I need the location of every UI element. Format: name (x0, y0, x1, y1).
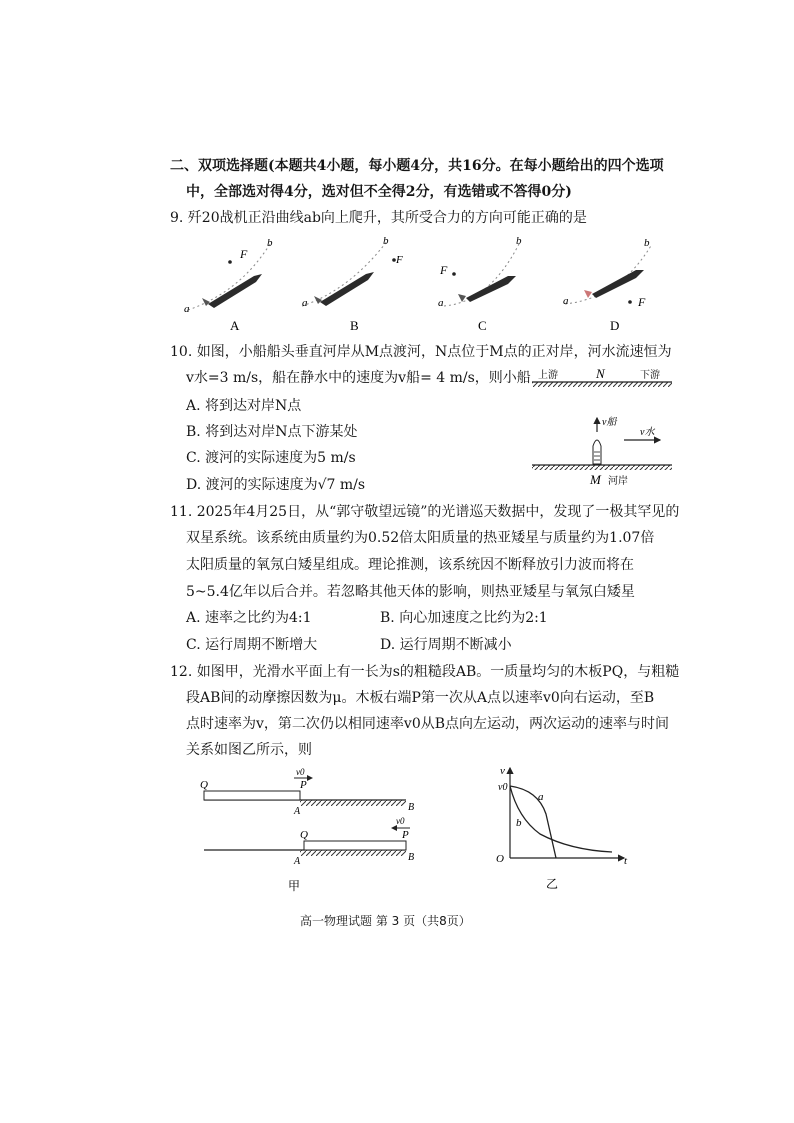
svg-text:a: a (184, 303, 190, 315)
q10-option-a: A. 将到达对岸N点 (186, 398, 302, 414)
q9-a-force-label: F (240, 247, 248, 261)
q9-figure-c (438, 235, 522, 333)
svg-text:a: a (563, 295, 569, 307)
q11-option-c: C. 运行周期不断增大 (186, 637, 318, 653)
svg-text:v0: v0 (296, 767, 305, 777)
svg-text:Q: Q (200, 779, 208, 791)
svg-text:P: P (402, 829, 409, 841)
plank-pq-1 (204, 791, 300, 800)
svg-text:t: t (624, 855, 628, 867)
q12-stem-line2: 段AB间的动摩擦因数为μ。木板右端P第一次从A点以速率v0向右运动，至B (186, 690, 655, 706)
svg-text:b: b (267, 237, 273, 249)
q9-figure-d (563, 237, 652, 333)
q12-stem-line1: 12. 如图甲，光滑水平面上有一长为s的粗糙段AB。一质量均匀的木板PQ，与粗糙 (170, 664, 680, 680)
svg-text:O: O (496, 853, 504, 865)
svg-text:P: P (300, 779, 307, 791)
curve-b-label: b (516, 817, 522, 829)
q9-c-force-label: F (440, 263, 448, 277)
q10-downstream-label: 下游 (640, 370, 660, 381)
fighter-jet-icon (592, 270, 644, 298)
q9-d-force-label: F (638, 295, 646, 309)
svg-text:Q: Q (300, 829, 308, 841)
q12-stem-line3: 点时速率为v，第二次仍以相同速率v0从B点向左运动，两次运动的速率与时间 (186, 716, 670, 732)
svg-text:a: a (302, 297, 308, 309)
q9-figure-a (184, 237, 273, 333)
q9-figure-b (302, 235, 403, 333)
fighter-jet-icon (320, 272, 374, 306)
q11-stem-line1: 11. 2025年4月25日，从“郭守敬望远镜”的光谱巡天数据中，发现了一极其罕见的 (170, 504, 680, 520)
q11-option-a: A. 速率之比约为4:1 (186, 610, 312, 626)
q9-option-c: C (478, 318, 487, 333)
q10-bank-label: 河岸 (608, 476, 628, 487)
q9-figures (170, 232, 660, 337)
q11-stem-line4: 5~5.4亿年以后合并。若忽略其他天体的影响，则热亚矮星与氧氖白矮星 (186, 584, 635, 600)
q10-point-m: M (590, 472, 601, 487)
q9-b-force-label: F (396, 254, 403, 266)
section-title-line2: 中，全部选对得4分，选对但不全得2分，有选错或不答得0分) (186, 184, 572, 200)
svg-text:B: B (408, 852, 415, 863)
q12-figure-jia-caption: 甲 (288, 879, 301, 893)
svg-text:b: b (383, 235, 389, 247)
q10-option-b: B. 将到达对岸N点下游某处 (186, 424, 358, 440)
q9-stem: 9. 歼20战机正沿曲线ab向上爬升，其所受合力的方向可能正确的是 (170, 210, 587, 226)
q11-option-b: B. 向心加速度之比约为2:1 (380, 610, 548, 626)
svg-text:v: v (500, 765, 505, 777)
q11-stem-line2: 双星系统。该系统由质量约为0.52倍太阳质量的热亚矮星与质量约为1.07倍 (186, 530, 655, 546)
q12-figure-jia (196, 766, 426, 896)
q10-river-figure (528, 362, 678, 492)
svg-text:A: A (294, 856, 301, 867)
q11-stem-line3: 太阳质量的氧氖白矮星组成。理论推测，该系统因不断释放引力波而将在 (186, 557, 634, 573)
section-title-line1: 二、双项选择题(本题共4小题，每小题4分，共16分。在每小题给出的四个选项 (170, 158, 664, 174)
q10-option-d: D. 渡河的实际速度为√7 m/s (186, 477, 366, 493)
q12-figure-yi (490, 762, 640, 892)
svg-text:v0: v0 (396, 816, 405, 826)
q9-option-d: D (610, 318, 620, 333)
page-footer: 高一物理试题 第 3 页（共8页） (300, 914, 471, 928)
q10-stem-line1: 10. 如图，小船船头垂直河岸从M点渡河，N点位于M点的正对岸，河水流速恒为 (170, 344, 672, 360)
q10-option-c: C. 渡河的实际速度为5 m/s (186, 450, 356, 466)
svg-text:B: B (408, 802, 415, 813)
svg-text:b: b (644, 237, 650, 249)
q10-stem-line2: v水=3 m/s，船在静水中的速度为v船= 4 m/s，则小船 (186, 370, 531, 386)
svg-text:a: a (438, 297, 444, 309)
q10-point-n: N (596, 366, 605, 381)
svg-text:b: b (516, 235, 522, 247)
q10-v-boat-label: v船 (602, 417, 617, 428)
q12-stem-line4: 关系如图乙所示，则 (186, 742, 312, 758)
q11-option-d: D. 运行周期不断减小 (380, 637, 512, 653)
fighter-jet-icon (208, 274, 262, 308)
q10-upstream-label: 上游 (538, 370, 558, 381)
svg-text:v0: v0 (498, 782, 508, 793)
plank-pq-2 (304, 841, 406, 850)
q10-v-water-label: v水 (640, 427, 655, 438)
curve-b (510, 786, 612, 852)
fighter-jet-icon (466, 276, 516, 302)
q9-option-a: A (230, 318, 240, 333)
q9-option-b: B (350, 318, 359, 333)
svg-text:A: A (294, 806, 301, 817)
q12-figure-yi-caption: 乙 (546, 877, 559, 891)
curve-a-label: a (538, 791, 544, 803)
